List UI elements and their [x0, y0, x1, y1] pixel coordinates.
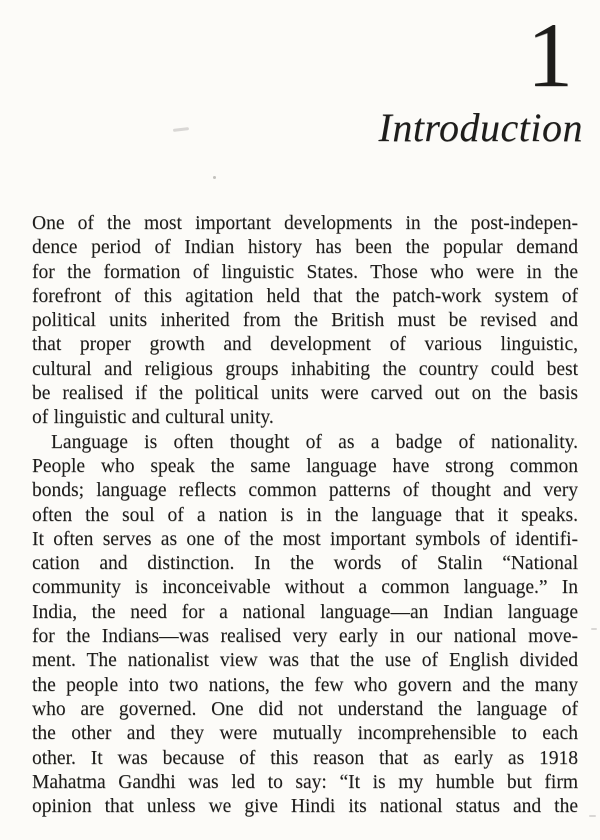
text-line: cultural and religious groups inhabiting the country could best [32, 358, 578, 380]
scan-speck [589, 815, 596, 817]
text-line: other. It was because of this reason that as early as 1918 [32, 747, 578, 769]
text-line: the people into two nations, the few who govern and the many [32, 674, 578, 696]
body-text [32, 212, 578, 819]
text-line: be realised if the political units were carved out on the basis [32, 383, 578, 405]
scan-speck [591, 628, 597, 630]
chapter-title: Introduction [378, 105, 583, 150]
text-line: ment. The nationalist view was that the use of English divided [32, 650, 578, 672]
text-line: Mahatma Gandhi was led to say: “It is my humble but firm [32, 771, 578, 793]
text-line: the other and they were mutually incomprehensible to each [32, 723, 578, 745]
paragraph-1 [32, 212, 578, 431]
text-line: Language is often thought of as a badge of nationality. [51, 431, 578, 453]
text-line: for the formation of linguistic States. Those who were in the [32, 261, 578, 283]
scan-speck [173, 127, 189, 132]
text-line: for the Indians—was realised very early in our national move- [32, 626, 578, 648]
text-line: forefront of this agitation held that the patch-work system of [32, 285, 578, 307]
text-line: People who speak the same language have strong common [32, 455, 578, 477]
text-line: cation and distinction. In the words of Stalin “National [32, 553, 578, 575]
text-line: of linguistic and cultural unity. [32, 407, 274, 429]
text-line: bonds; language reflects common patterns of thought and very [32, 480, 578, 502]
paragraph-2 [32, 431, 578, 820]
text-line: It often serves as one of the most important symbols of identifi- [32, 528, 578, 550]
text-line: One of the most important developments in the post-indepen- [32, 213, 578, 234]
text-line: opinion that unless we give Hindi its national status and the [32, 796, 578, 818]
text-line: that proper growth and development of various linguistic, [32, 334, 578, 356]
scan-speck [213, 176, 216, 179]
text-line: often the soul of a nation is in the language that it speaks. [32, 504, 578, 526]
text-line: dence period of Indian history has been the popular demand [32, 237, 578, 259]
text-line: community is inconceivable without a common language.” In [32, 577, 578, 599]
text-line: India, the need for a national language—an Indian language [32, 601, 578, 623]
chapter-number: 1 [527, 4, 573, 106]
text-line: political units inherited from the British must be revised and [32, 310, 578, 332]
text-line: who are governed. One did not understand the language of [32, 698, 578, 720]
